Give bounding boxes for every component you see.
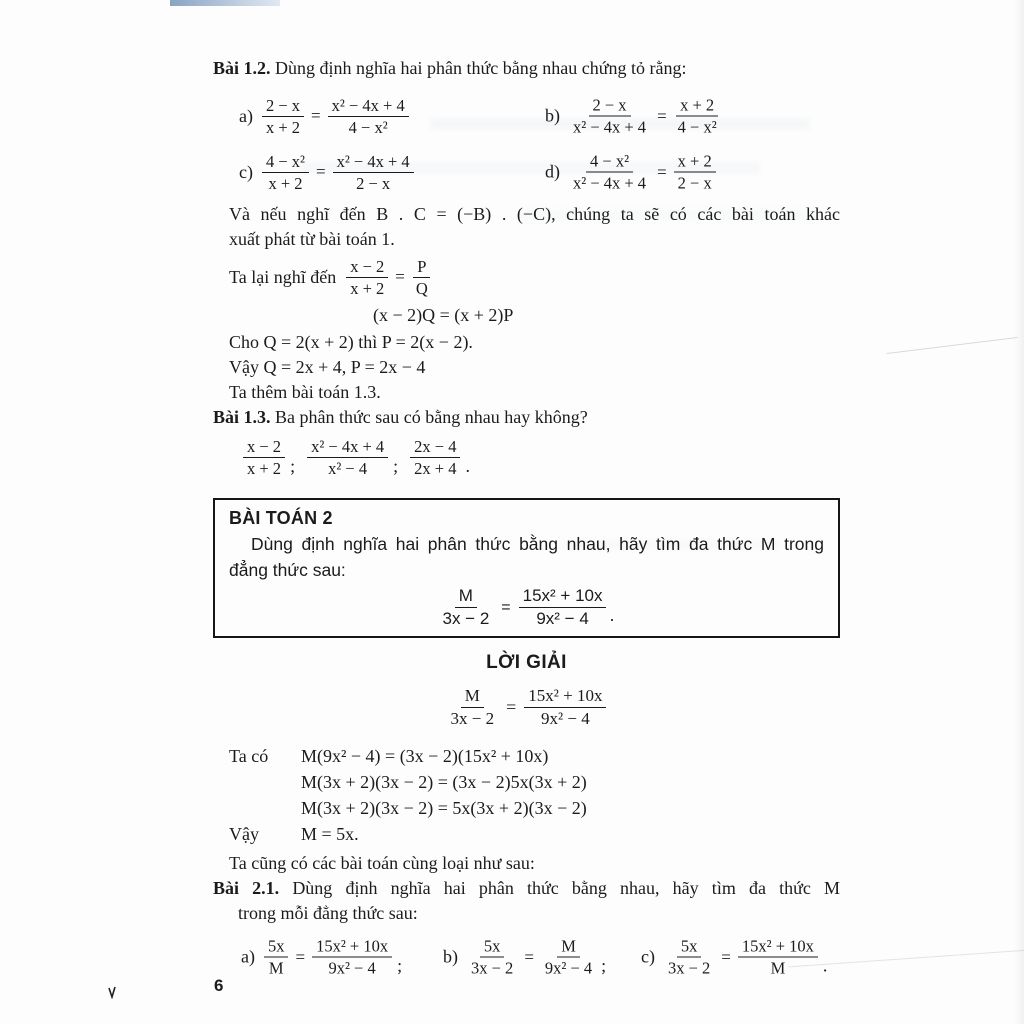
fraction <box>346 257 388 298</box>
problem-2-title: BÀI TOÁN 2 <box>229 508 333 528</box>
item-b <box>443 937 606 978</box>
exercise-1-2-label: Bài 1.2. <box>213 58 271 78</box>
vay-line: Vậy Q = 2x + 4, P = 2x − 4 <box>229 357 426 377</box>
fraction-numerator: 2x − 4 <box>410 437 460 458</box>
fraction <box>262 152 309 193</box>
fraction-denominator: 3x − 2 <box>442 609 490 628</box>
fraction-denominator: x + 2 <box>265 117 301 137</box>
fraction-numerator: 5x <box>480 937 505 958</box>
item-b-label: b) <box>545 105 560 126</box>
exercise-1-3-heading <box>213 405 840 430</box>
exercise-1-2-row-cd <box>213 146 840 198</box>
separator: . <box>822 955 828 976</box>
exercise-1-3-label: Bài 1.3. <box>213 407 271 427</box>
fraction-numerator: 15x² + 10x <box>738 937 818 958</box>
page-edge-shadow <box>1014 0 1024 1024</box>
fraction <box>674 152 716 193</box>
solution-formula <box>213 681 840 733</box>
fraction-denominator: x + 2 <box>247 458 282 478</box>
item-a-label: a) <box>239 105 253 126</box>
fraction-numerator: 15x² + 10x <box>312 937 392 958</box>
solution-closing: Ta cũng có các bài toán cùng loại như sau: <box>229 853 535 873</box>
equals-sign: = <box>501 598 511 616</box>
equals-sign: = <box>506 696 517 717</box>
fraction-numerator: 2 − x <box>262 96 304 117</box>
fraction-numerator: 4 − x² <box>586 152 633 173</box>
think-equation-row <box>229 252 840 302</box>
fraction-denominator: 9x² − 4 <box>328 958 376 978</box>
fraction-denominator: 3x − 2 <box>450 708 495 728</box>
problem-2-box <box>213 498 840 638</box>
fraction-denominator: M <box>770 958 786 978</box>
item-a <box>241 937 402 978</box>
fraction-numerator: 2 − x <box>589 96 631 117</box>
item-c-label: c) <box>641 946 655 967</box>
exercise-1-2-heading <box>213 56 840 81</box>
fraction-numerator: 4 − x² <box>262 152 309 173</box>
fraction <box>264 937 289 978</box>
fraction-numerator: x² − 4x + 4 <box>328 96 409 117</box>
fraction-denominator: 2x + 4 <box>414 458 457 478</box>
solution-conclusion-row <box>213 821 840 847</box>
fraction-numerator: M <box>461 686 484 708</box>
fraction-denominator: 9x² − 4 <box>536 609 589 628</box>
fraction-denominator: x² − 4x + 4 <box>573 173 647 193</box>
cross-multiplied-equation: (x − 2)Q = (x + 2)P <box>373 305 514 325</box>
fraction-numerator: 15x² + 10x <box>524 686 606 708</box>
fraction <box>674 96 721 137</box>
fraction-numerator: M <box>557 937 580 958</box>
equals-sign: = <box>721 947 731 966</box>
taco-label: Ta có <box>229 746 269 766</box>
fraction-group <box>307 437 398 478</box>
fraction-numerator: x − 2 <box>243 437 285 458</box>
equals-sign: = <box>311 106 321 125</box>
fraction <box>738 937 818 978</box>
fraction <box>447 686 499 729</box>
fraction-numerator: x² − 4x + 4 <box>333 152 414 173</box>
fraction <box>243 437 285 478</box>
fraction-numerator: x + 2 <box>676 96 718 117</box>
item-c-label: c) <box>239 161 253 182</box>
item-b <box>545 96 721 137</box>
think-equation <box>346 257 432 298</box>
fraction <box>333 152 414 193</box>
fraction-denominator: 2 − x <box>356 173 391 193</box>
fraction-denominator: 4 − x² <box>348 117 388 137</box>
solution-step-2: M(3x + 2)(3x − 2) = (3x − 2)5x(3x + 2) <box>301 772 587 792</box>
item-a <box>239 96 409 137</box>
fraction <box>312 937 392 978</box>
fraction-numerator: 5x <box>677 937 702 958</box>
equals-sign: = <box>295 947 306 966</box>
exercise-1-2-row-ab <box>213 90 840 142</box>
solution-result: M = 5x. <box>301 824 359 844</box>
page-number: 6 <box>214 976 224 995</box>
fraction-denominator: 9x² − 4 <box>544 958 593 978</box>
problem-2-formula <box>229 586 824 629</box>
fraction <box>524 686 606 729</box>
scan-artifact-top-bar <box>170 0 280 6</box>
equals-sign: = <box>657 106 667 125</box>
exercise-2-1-fractions-row <box>213 930 840 984</box>
fraction <box>410 437 460 478</box>
think-prefix: Ta lại nghĩ đến <box>229 266 337 287</box>
item-c <box>239 152 414 193</box>
separator: ; <box>290 455 296 476</box>
exercise-2-1-heading <box>213 876 840 901</box>
fraction-group <box>410 437 470 478</box>
fraction <box>328 96 409 137</box>
vay-label: Vậy <box>229 824 259 844</box>
fraction <box>664 937 714 978</box>
fraction-denominator: x² − 4x + 4 <box>573 117 647 137</box>
fraction <box>307 437 388 478</box>
exercise-2-1-label: Bài 2.1. <box>213 878 280 898</box>
scan-scratch-line <box>886 337 1017 354</box>
separator: ; <box>601 955 607 976</box>
fraction-denominator: x + 2 <box>350 278 385 298</box>
item-c <box>641 937 827 978</box>
note-paragraph-line2: xuất phát từ bài toán 1. <box>229 229 395 249</box>
separator: . <box>465 455 470 476</box>
fraction <box>569 152 650 193</box>
cho-line: Cho Q = 2(x + 2) thì P = 2(x − 2). <box>229 332 473 352</box>
formula-period: . <box>609 605 615 625</box>
fraction <box>412 257 432 298</box>
equals-sign: = <box>316 162 326 181</box>
scan-ink-mark <box>108 986 118 999</box>
fraction <box>519 586 607 629</box>
equals-sign: = <box>395 267 405 286</box>
problem-2-body-line2: đẳng thức sau: <box>229 560 346 580</box>
exercise-2-1-intro-line2: trong mỗi đẳng thức sau: <box>238 903 418 923</box>
exercise-1-3-question: Ba phân thức sau có bằng nhau hay không? <box>275 407 588 427</box>
fraction-numerator: x − 2 <box>346 257 388 278</box>
item-b-label: b) <box>443 946 458 967</box>
problem-2-body-line1: Dùng định nghĩa hai phân thức bằng nhau, hãy tìm đa thức M trong <box>251 534 824 554</box>
page-content <box>213 56 840 984</box>
item-a-label: a) <box>241 946 255 967</box>
fraction-numerator: M <box>455 586 477 608</box>
fraction-denominator: x + 2 <box>268 173 303 193</box>
fraction-denominator: Q <box>415 278 428 298</box>
note-paragraph-line1: Và nếu nghĩ đến B . C = (−B) . (−C), chúng ta sẽ có các bài toán khác <box>229 204 840 224</box>
equals-sign: = <box>657 162 667 181</box>
equals-sign: = <box>524 947 534 966</box>
item-d-label: d) <box>545 161 560 182</box>
solution-step-1-row <box>213 743 840 769</box>
fraction-denominator: 2 − x <box>677 173 712 193</box>
fraction-numerator: 15x² + 10x <box>519 586 607 608</box>
exercise-1-2-intro: Dùng định nghĩa hai phân thức bằng nhau chứng tỏ rằng: <box>275 58 687 78</box>
fraction-denominator: M <box>268 958 284 978</box>
fraction-denominator: 4 − x² <box>677 117 717 137</box>
fraction-group <box>243 437 295 478</box>
fraction-numerator: x² − 4x + 4 <box>307 437 388 458</box>
fraction-denominator: 3x − 2 <box>667 958 711 978</box>
fraction <box>467 937 517 978</box>
exercise-2-1-intro-line1: Dùng định nghĩa hai phân thức bằng nhau, hãy tìm đa thức M <box>292 878 840 898</box>
fraction <box>438 586 493 629</box>
separator: ; <box>397 955 403 976</box>
item-d <box>545 152 716 193</box>
fraction-numerator: x + 2 <box>674 152 716 173</box>
fraction <box>569 96 650 137</box>
fraction-denominator: 3x − 2 <box>471 958 514 978</box>
solution-step-3: M(3x + 2)(3x − 2) = 5x(3x + 2)(3x − 2) <box>301 798 587 818</box>
fraction-denominator: 9x² − 4 <box>541 708 590 728</box>
fraction <box>262 96 304 137</box>
fraction <box>541 937 596 978</box>
exercise-1-3-fractions <box>243 430 840 484</box>
them-line: Ta thêm bài toán 1.3. <box>229 382 381 402</box>
solution-step-1: M(9x² − 4) = (3x − 2)(15x² + 10x) <box>301 746 549 766</box>
fraction-numerator: 5x <box>264 937 289 958</box>
fraction-denominator: x² − 4 <box>328 458 368 478</box>
fraction-numerator: P <box>413 257 430 278</box>
solution-title: LỜI GIẢI <box>486 652 567 673</box>
separator: ; <box>393 455 399 476</box>
